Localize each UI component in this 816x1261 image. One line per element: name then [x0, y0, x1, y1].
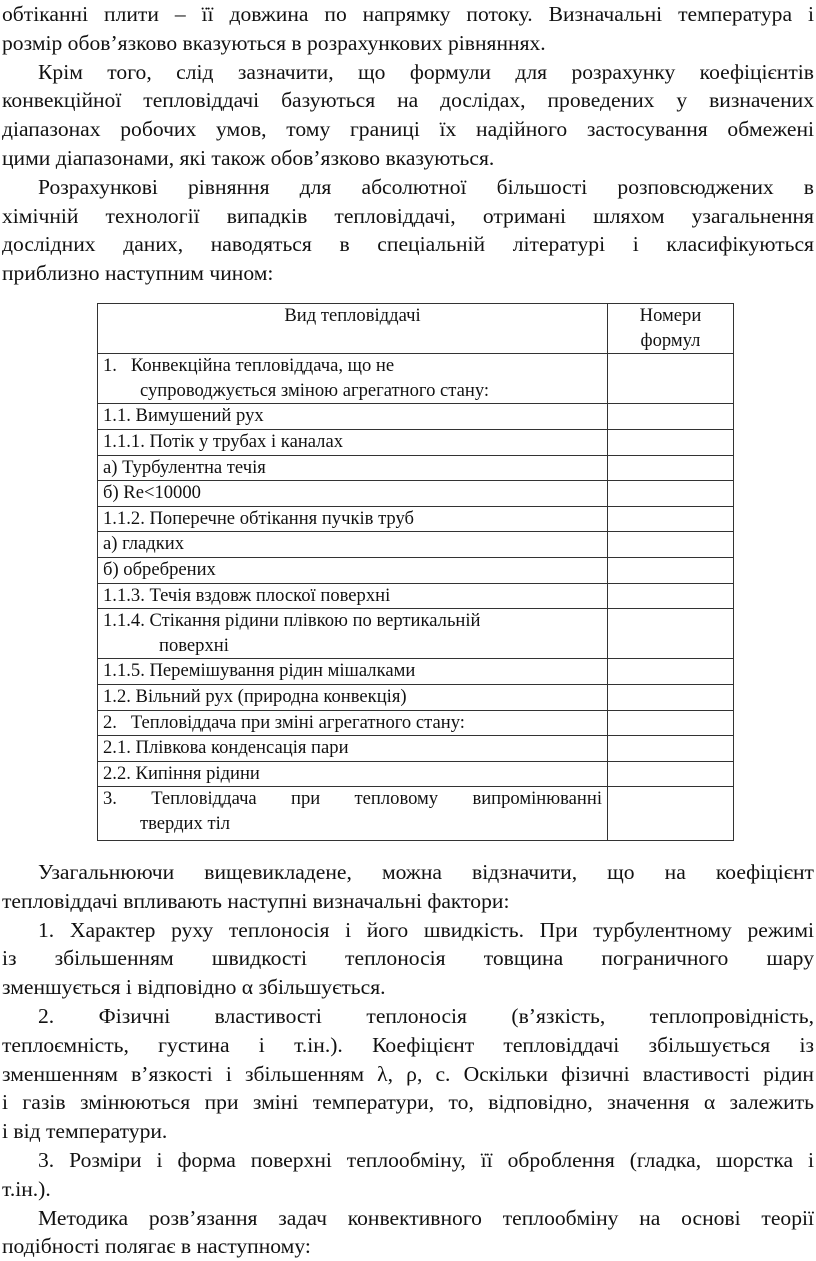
paragraph — [2, 858, 814, 916]
text-line: діапазонах робочих умов, тому границі їх надійного застосування обмежені — [2, 117, 814, 142]
header-line: формул — [640, 329, 701, 351]
cell-line: супроводжується зміною агрегатного стану: — [140, 379, 490, 401]
cell-formula — [608, 583, 734, 609]
table-row — [98, 736, 734, 762]
cell-formula — [608, 609, 734, 659]
header-formula-numbers — [608, 304, 734, 354]
table-row — [98, 404, 734, 430]
cell-formula — [608, 761, 734, 787]
text-line: 1. Характер руху теплоносія і його швидкість. При турбулентному режимі — [38, 917, 814, 942]
cell-formula — [608, 684, 734, 710]
table-row — [98, 557, 734, 583]
table-row — [98, 609, 734, 659]
paragraph — [2, 0, 814, 58]
text-line: зменшенням в’язкості і збільшенням λ, ρ, c. Оскільки фізичні властивості рідин — [2, 1061, 814, 1086]
table-row — [98, 761, 734, 787]
cell-type: 2. Тепловіддача при зміні агрегатного стану: — [98, 710, 608, 736]
cell-formula — [608, 455, 734, 481]
cell-line: поверхні — [159, 634, 229, 656]
cell-formula — [608, 354, 734, 404]
text-line: Методика розв’язання задач конвективного теплообміну на основі теорії — [38, 1205, 814, 1230]
text-line: т.ін.). — [2, 1176, 51, 1201]
cell-type — [98, 609, 608, 659]
cell-formula — [608, 532, 734, 558]
cell-type — [98, 787, 608, 841]
cell-type: 1.1.1. Потік у трубах і каналах — [98, 429, 608, 455]
table-row — [98, 354, 734, 404]
text-line: Крім того, слід зазначити, що формули для розрахунку коефіцієнтів — [38, 59, 814, 84]
paragraph — [2, 58, 814, 173]
text-line: 2. Фізичні властивості теплоносія (в’язкість, теплопровідність, — [38, 1003, 814, 1028]
text-line: хімічній технології випадків тепловіддачі, отримані шляхом узагальнення — [2, 203, 814, 228]
table-row — [98, 659, 734, 685]
header-type-label: Вид тепловіддачі — [284, 305, 421, 326]
cell-line: 1.1.4. Стікання рідини плівкою по вертикальній — [103, 610, 481, 632]
cell-formula — [608, 506, 734, 532]
text-line: зменшується і відповідно α збільшується. — [2, 975, 386, 1000]
cell-type: 1.1.5. Перемішування рідин мішалками — [98, 659, 608, 685]
table-header-row — [98, 304, 734, 354]
cell-type: 2.1. Плівкова конденсація пари — [98, 736, 608, 762]
paragraph — [2, 1002, 814, 1146]
table-row — [98, 787, 734, 841]
table-row — [98, 506, 734, 532]
cell-type: б) обребрених — [98, 557, 608, 583]
cell-type: 1.1.3. Течія вздовж плоскої поверхні — [98, 583, 608, 609]
text-line: Узагальнюючи вищевикладене, можна відзначити, що на коефіцієнт — [38, 860, 814, 884]
text-line: подібності полягає в наступному: — [2, 1234, 311, 1259]
cell-line: 1. Конвекційна тепловіддача, що не — [103, 355, 395, 377]
table-row — [98, 710, 734, 736]
cell-formula — [608, 710, 734, 736]
table-row — [98, 481, 734, 507]
cell-formula — [608, 557, 734, 583]
cell-type: 2.2. Кипіння рідини — [98, 761, 608, 787]
cell-formula — [608, 481, 734, 507]
cell-type: б) Re<10000 — [98, 481, 608, 507]
cell-type: 1.2. Вільний рух (природна конвекція) — [98, 684, 608, 710]
cell-formula — [608, 736, 734, 762]
table-row — [98, 583, 734, 609]
paragraph — [2, 916, 814, 1002]
text-line: теплоємність, густина і т.ін.). Коефіцієнт тепловіддачі збільшується із — [2, 1032, 814, 1057]
cell-type: 1.1. Вимушений рух — [98, 404, 608, 430]
cell-formula — [608, 429, 734, 455]
cell-formula — [608, 404, 734, 430]
paragraph — [2, 173, 814, 288]
header-line: Номери — [639, 305, 702, 326]
text-line: обтіканні плити – її довжина по напрямку потоку. Визначальні температура і — [2, 2, 814, 26]
text-line: і від температури. — [2, 1119, 168, 1144]
paragraph — [2, 1146, 814, 1204]
cell-formula — [608, 787, 734, 841]
heat-transfer-types-table — [97, 303, 734, 841]
text-line: цими діапазонами, які також обов’язково вказуються. — [2, 145, 495, 170]
text-line: конвекційної тепловіддачі базуються на дослідах, проведених у визначених — [2, 88, 814, 113]
table-row — [98, 429, 734, 455]
text-line: розмір обов’язково вказуються в розрахункових рівняннях. — [2, 30, 546, 55]
cell-line: 3. Тепловіддача при тепловому випромінюванні — [103, 788, 602, 810]
text-line: дослідних даних, наводяться в спеціальній літературі і класифікуються — [2, 232, 814, 257]
header-type — [98, 304, 608, 354]
text-line: Розрахункові рівняння для абсолютної більшості розповсюджених в — [38, 174, 814, 199]
text-line: із збільшенням швидкості теплоносія товщина пограничного шару — [2, 946, 814, 971]
table-row — [98, 532, 734, 558]
cell-type: а) гладких — [98, 532, 608, 558]
text-top — [2, 0, 814, 288]
table-row — [98, 455, 734, 481]
cell-formula — [608, 659, 734, 685]
table-row — [98, 684, 734, 710]
text-line: 3. Розміри і форма поверхні теплообміну, її оброблення (гладка, шорстка і — [38, 1147, 814, 1172]
cell-type — [98, 354, 608, 404]
cell-type: 1.1.2. Поперечне обтікання пучків труб — [98, 506, 608, 532]
text-bottom — [2, 858, 814, 1261]
text-line: приблизно наступним чином: — [2, 261, 274, 286]
cell-type: а) Турбулентна течія — [98, 455, 608, 481]
text-line: тепловіддачі впливають наступні визначальні фактори: — [2, 888, 510, 913]
paragraph — [2, 1204, 814, 1261]
cell-line: твердих тіл — [140, 812, 231, 834]
text-line: і газів змінюються при зміні температури, то, відповідно, значення α залежить — [2, 1090, 814, 1115]
